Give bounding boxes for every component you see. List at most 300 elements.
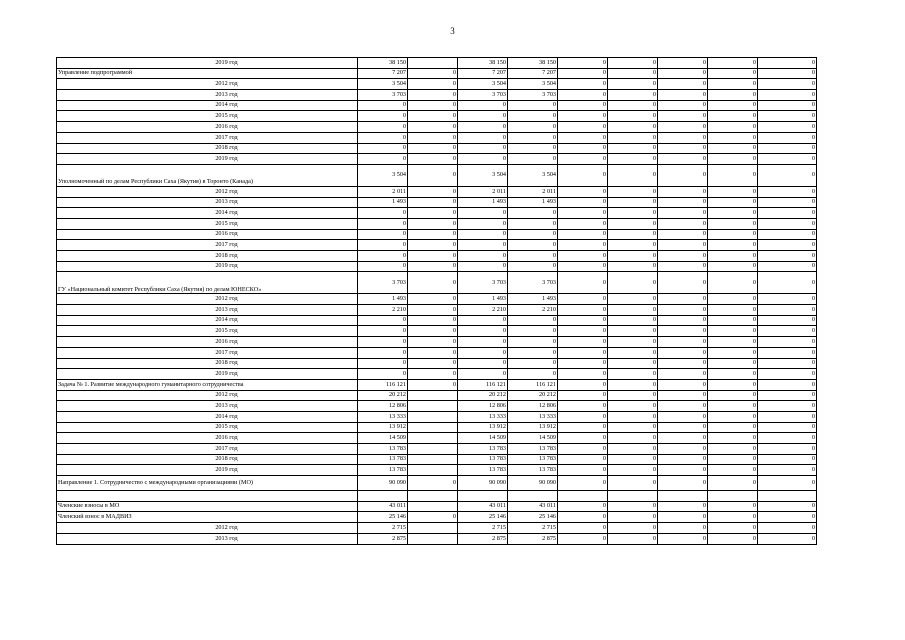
table-row	[57, 476, 817, 491]
table-cell: 0	[708, 390, 758, 401]
table-cell: 0	[358, 122, 408, 133]
table-cell: 0	[708, 501, 758, 512]
table-cell: 0	[558, 100, 608, 111]
table-cell: 0	[508, 315, 558, 326]
table-cell: 12 806	[458, 401, 508, 412]
table-cell: 0	[608, 501, 658, 512]
table-cell: 0	[358, 111, 408, 122]
table-row	[57, 100, 817, 111]
table-cell: 0	[558, 533, 608, 544]
table-cell	[508, 491, 558, 502]
table-cell: 0	[458, 229, 508, 240]
row-label: 2012 год	[57, 79, 358, 90]
table-cell: 0	[708, 218, 758, 229]
row-label: Направление 1. Сотрудничество с международными организациями (МО)	[57, 476, 358, 491]
table-cell: 0	[558, 315, 608, 326]
table-cell: 7 207	[508, 68, 558, 79]
table-cell	[408, 58, 458, 69]
table-cell: 0	[508, 229, 558, 240]
table-cell: 2 210	[458, 305, 508, 316]
table-cell: 0	[508, 154, 558, 165]
row-label	[57, 491, 358, 502]
table-row	[57, 261, 817, 272]
table-cell: 0	[408, 512, 458, 523]
table-cell: 0	[508, 261, 558, 272]
table-cell: 0	[558, 294, 608, 305]
table-cell: 2 011	[358, 186, 408, 197]
table-cell: 0	[708, 79, 758, 90]
table-cell: 0	[758, 68, 817, 79]
table-cell: 14 509	[508, 433, 558, 444]
table-cell: 0	[408, 90, 458, 101]
table-cell: 0	[408, 132, 458, 143]
table-cell: 13 783	[358, 454, 408, 465]
table-cell: 0	[758, 208, 817, 219]
table-cell: 0	[708, 369, 758, 380]
table-cell: 0	[508, 358, 558, 369]
table-cell: 0	[408, 143, 458, 154]
table-cell: 0	[508, 337, 558, 348]
table-cell: 0	[708, 111, 758, 122]
table-cell: 0	[658, 369, 708, 380]
table-cell: 0	[708, 154, 758, 165]
table-cell: 0	[758, 186, 817, 197]
table-cell: 0	[508, 218, 558, 229]
table-cell	[408, 401, 458, 412]
table-cell: 0	[558, 240, 608, 251]
table-cell: 0	[658, 465, 708, 476]
table-cell: 0	[608, 401, 658, 412]
table-cell: 0	[708, 143, 758, 154]
table-cell: 0	[658, 79, 708, 90]
table-cell: 0	[358, 154, 408, 165]
table-cell: 0	[608, 122, 658, 133]
table-cell: 0	[758, 390, 817, 401]
table-cell: 0	[458, 132, 508, 143]
table-cell: 0	[708, 401, 758, 412]
row-label: 2017 год	[57, 347, 358, 358]
table-cell: 0	[708, 58, 758, 69]
table-cell: 13 783	[458, 444, 508, 455]
table-cell: 0	[608, 422, 658, 433]
table-cell	[408, 422, 458, 433]
table-cell	[608, 491, 658, 502]
table-cell: 0	[558, 90, 608, 101]
row-label: 2012 год	[57, 294, 358, 305]
table-cell: 3 703	[458, 90, 508, 101]
table-row	[57, 90, 817, 101]
budget-table	[56, 57, 817, 545]
table-cell: 0	[558, 58, 608, 69]
table-cell: 0	[358, 326, 408, 337]
table-row	[57, 523, 817, 534]
table-cell: 0	[758, 261, 817, 272]
row-label: 2015 год	[57, 422, 358, 433]
table-cell: 0	[758, 79, 817, 90]
table-cell: 0	[508, 208, 558, 219]
table-cell: 0	[608, 379, 658, 390]
table-cell: 0	[758, 294, 817, 305]
table-cell: 0	[458, 208, 508, 219]
table-cell: 0	[408, 79, 458, 90]
row-label: 2013 год	[57, 533, 358, 544]
table-cell: 2 715	[358, 523, 408, 534]
table-cell: 0	[708, 100, 758, 111]
table-cell: 0	[758, 369, 817, 380]
row-label: 2012 год	[57, 390, 358, 401]
table-cell: 0	[608, 465, 658, 476]
table-cell: 0	[558, 326, 608, 337]
table-cell: 0	[758, 218, 817, 229]
table-cell: 0	[658, 379, 708, 390]
table-cell: 0	[608, 444, 658, 455]
table-cell: 7 207	[358, 68, 408, 79]
table-row	[57, 337, 817, 348]
table-cell: 0	[408, 229, 458, 240]
table-cell: 0	[658, 218, 708, 229]
table-row	[57, 411, 817, 422]
table-row	[57, 512, 817, 523]
table-cell	[408, 433, 458, 444]
table-cell: 0	[758, 154, 817, 165]
table-cell	[708, 491, 758, 502]
table-cell: 0	[758, 100, 817, 111]
table-cell: 0	[708, 208, 758, 219]
table-cell: 0	[508, 143, 558, 154]
row-label: Членские взносы в МО	[57, 501, 358, 512]
table-cell	[408, 411, 458, 422]
row-label: 2019 год	[57, 58, 358, 69]
table-cell: 0	[708, 186, 758, 197]
budget-table-body	[57, 58, 817, 545]
table-cell: 0	[708, 326, 758, 337]
table-cell: 0	[708, 122, 758, 133]
table-cell: 0	[508, 326, 558, 337]
table-cell: 0	[658, 229, 708, 240]
table-cell: 0	[358, 261, 408, 272]
table-cell: 0	[558, 454, 608, 465]
table-cell: 0	[558, 154, 608, 165]
table-cell: 0	[458, 154, 508, 165]
table-cell: 0	[658, 523, 708, 534]
table-row	[57, 240, 817, 251]
table-cell: 0	[758, 272, 817, 294]
table-cell: 0	[608, 208, 658, 219]
row-label: 2016 год	[57, 433, 358, 444]
row-label: 2015 год	[57, 326, 358, 337]
row-label: 2012 год	[57, 523, 358, 534]
table-cell: 1 493	[508, 197, 558, 208]
table-cell: 0	[408, 154, 458, 165]
table-cell	[408, 390, 458, 401]
table-row	[57, 58, 817, 69]
table-cell: 0	[658, 347, 708, 358]
table-cell: 14 509	[458, 433, 508, 444]
table-row	[57, 326, 817, 337]
table-cell: 0	[408, 358, 458, 369]
table-cell: 0	[558, 433, 608, 444]
table-row	[57, 401, 817, 412]
table-row	[57, 501, 817, 512]
table-cell: 0	[358, 218, 408, 229]
table-cell: 2 011	[458, 186, 508, 197]
table-cell: 0	[458, 337, 508, 348]
table-cell: 20 212	[508, 390, 558, 401]
table-cell: 0	[608, 390, 658, 401]
table-cell: 0	[608, 315, 658, 326]
table-cell: 0	[658, 512, 708, 523]
table-cell: 0	[558, 465, 608, 476]
table-cell: 0	[508, 347, 558, 358]
table-cell: 38 150	[358, 58, 408, 69]
table-cell: 116 121	[358, 379, 408, 390]
table-cell: 0	[558, 444, 608, 455]
table-cell: 0	[758, 90, 817, 101]
table-row	[57, 465, 817, 476]
table-cell: 0	[458, 261, 508, 272]
table-cell: 0	[358, 240, 408, 251]
table-cell: 0	[408, 240, 458, 251]
table-cell: 90 090	[458, 476, 508, 491]
row-label: 2014 год	[57, 100, 358, 111]
table-cell: 0	[558, 422, 608, 433]
table-cell: 1 493	[358, 294, 408, 305]
table-cell: 0	[758, 379, 817, 390]
table-cell: 0	[758, 523, 817, 534]
table-cell: 0	[558, 68, 608, 79]
table-cell: 0	[558, 186, 608, 197]
table-cell: 0	[558, 122, 608, 133]
table-cell: 0	[758, 512, 817, 523]
table-cell: 0	[558, 476, 608, 491]
row-label: 2016 год	[57, 122, 358, 133]
table-cell: 0	[508, 251, 558, 262]
table-cell: 0	[558, 337, 608, 348]
table-cell: 0	[758, 164, 817, 186]
row-label: 2017 год	[57, 444, 358, 455]
table-cell: 0	[408, 476, 458, 491]
table-cell: 0	[408, 122, 458, 133]
table-cell: 0	[708, 197, 758, 208]
row-label: 2012 год	[57, 186, 358, 197]
table-cell: 0	[508, 240, 558, 251]
table-cell: 0	[758, 240, 817, 251]
table-cell: 0	[708, 476, 758, 491]
table-cell: 43 011	[458, 501, 508, 512]
table-cell: 0	[708, 229, 758, 240]
table-cell: 13 783	[458, 465, 508, 476]
table-cell: 0	[758, 337, 817, 348]
table-cell: 0	[408, 326, 458, 337]
table-cell: 0	[708, 433, 758, 444]
table-cell: 0	[658, 326, 708, 337]
table-cell: 0	[358, 100, 408, 111]
table-cell: 13 783	[508, 454, 558, 465]
table-cell: 0	[358, 337, 408, 348]
table-cell: 0	[408, 315, 458, 326]
table-cell: 0	[658, 58, 708, 69]
table-row	[57, 229, 817, 240]
row-label: 2014 год	[57, 411, 358, 422]
table-cell: 0	[558, 251, 608, 262]
table-row	[57, 218, 817, 229]
table-cell: 3 703	[358, 90, 408, 101]
table-cell: 2 715	[508, 523, 558, 534]
table-cell: 0	[608, 154, 658, 165]
table-row	[57, 111, 817, 122]
table-cell: 1 493	[508, 294, 558, 305]
table-cell: 0	[458, 347, 508, 358]
table-cell: 0	[658, 422, 708, 433]
table-cell: 0	[658, 305, 708, 316]
table-row	[57, 122, 817, 133]
table-cell: 0	[658, 122, 708, 133]
table-cell: 0	[558, 512, 608, 523]
table-cell: 2 875	[358, 533, 408, 544]
table-cell: 0	[758, 326, 817, 337]
table-cell: 0	[658, 68, 708, 79]
table-cell: 0	[458, 143, 508, 154]
table-cell: 0	[708, 164, 758, 186]
table-cell: 0	[558, 164, 608, 186]
table-row	[57, 369, 817, 380]
table-cell: 0	[608, 240, 658, 251]
table-cell: 0	[608, 358, 658, 369]
table-cell: 0	[658, 261, 708, 272]
table-cell: 0	[758, 422, 817, 433]
table-cell: 0	[408, 337, 458, 348]
table-cell	[408, 523, 458, 534]
table-cell: 0	[758, 454, 817, 465]
row-label: 2014 год	[57, 208, 358, 219]
table-cell: 0	[658, 208, 708, 219]
table-cell: 3 504	[358, 164, 408, 186]
table-cell: 0	[558, 132, 608, 143]
row-label: 2018 год	[57, 358, 358, 369]
table-cell: 0	[758, 411, 817, 422]
table-cell: 0	[608, 261, 658, 272]
table-cell: 0	[358, 143, 408, 154]
table-row	[57, 533, 817, 544]
table-cell: 0	[408, 164, 458, 186]
table-row	[57, 143, 817, 154]
table-cell: 0	[408, 272, 458, 294]
table-cell: 0	[558, 208, 608, 219]
table-cell: 0	[408, 186, 458, 197]
table-cell: 0	[458, 315, 508, 326]
table-cell: 43 011	[358, 501, 408, 512]
table-cell: 0	[608, 143, 658, 154]
table-cell: 0	[558, 218, 608, 229]
table-cell: 0	[708, 294, 758, 305]
table-cell	[408, 465, 458, 476]
table-cell: 0	[608, 433, 658, 444]
table-cell: 0	[658, 111, 708, 122]
table-cell: 0	[558, 305, 608, 316]
table-cell: 0	[508, 369, 558, 380]
table-cell: 20 212	[358, 390, 408, 401]
table-cell: 13 783	[358, 465, 408, 476]
table-cell: 0	[658, 444, 708, 455]
table-cell: 0	[608, 523, 658, 534]
table-cell: 0	[458, 358, 508, 369]
table-cell: 90 090	[358, 476, 408, 491]
table-cell: 0	[458, 218, 508, 229]
table-cell: 0	[558, 501, 608, 512]
table-row	[57, 454, 817, 465]
table-cell: 0	[708, 411, 758, 422]
table-cell: 0	[608, 454, 658, 465]
table-cell: 0	[358, 369, 408, 380]
table-cell: 2 210	[508, 305, 558, 316]
table-row	[57, 347, 817, 358]
table-cell: 0	[608, 411, 658, 422]
table-cell: 0	[758, 401, 817, 412]
table-cell: 0	[658, 186, 708, 197]
table-cell: 0	[708, 533, 758, 544]
table-cell	[408, 454, 458, 465]
table-cell: 0	[758, 347, 817, 358]
table-cell: 0	[708, 240, 758, 251]
table-cell: 0	[708, 512, 758, 523]
row-label: 2015 год	[57, 218, 358, 229]
table-cell: 0	[658, 154, 708, 165]
table-cell: 0	[608, 90, 658, 101]
table-cell: 1 493	[358, 197, 408, 208]
table-cell: 0	[558, 272, 608, 294]
table-cell: 0	[408, 111, 458, 122]
table-cell: 0	[558, 523, 608, 534]
table-cell: 0	[558, 229, 608, 240]
table-cell: 0	[458, 326, 508, 337]
row-label: 2017 год	[57, 240, 358, 251]
table-row	[57, 68, 817, 79]
table-cell: 0	[608, 58, 658, 69]
table-cell: 0	[408, 208, 458, 219]
table-cell: 0	[708, 315, 758, 326]
table-cell: 0	[558, 369, 608, 380]
row-label: 2015 год	[57, 111, 358, 122]
table-cell	[658, 491, 708, 502]
table-cell: 0	[708, 305, 758, 316]
table-cell: 0	[658, 433, 708, 444]
table-cell: 0	[708, 523, 758, 534]
table-cell: 0	[408, 305, 458, 316]
row-label: 2016 год	[57, 337, 358, 348]
table-cell: 0	[658, 401, 708, 412]
table-cell: 0	[658, 90, 708, 101]
table-cell: 0	[708, 272, 758, 294]
table-cell: 2 875	[458, 533, 508, 544]
table-cell: 13 912	[358, 422, 408, 433]
table-cell: 12 806	[358, 401, 408, 412]
table-cell: 3 504	[458, 164, 508, 186]
row-label: Членский взнос в МАДВИЗ	[57, 512, 358, 523]
table-cell: 38 150	[458, 58, 508, 69]
table-cell: 12 806	[508, 401, 558, 412]
table-cell	[408, 501, 458, 512]
row-label: 2019 год	[57, 261, 358, 272]
table-row	[57, 444, 817, 455]
table-cell: 0	[708, 68, 758, 79]
table-cell: 0	[358, 208, 408, 219]
table-cell: 2 011	[508, 186, 558, 197]
table-cell: 0	[658, 294, 708, 305]
table-cell: 0	[758, 58, 817, 69]
table-cell: 0	[758, 501, 817, 512]
table-cell: 0	[758, 444, 817, 455]
table-cell: 0	[658, 143, 708, 154]
